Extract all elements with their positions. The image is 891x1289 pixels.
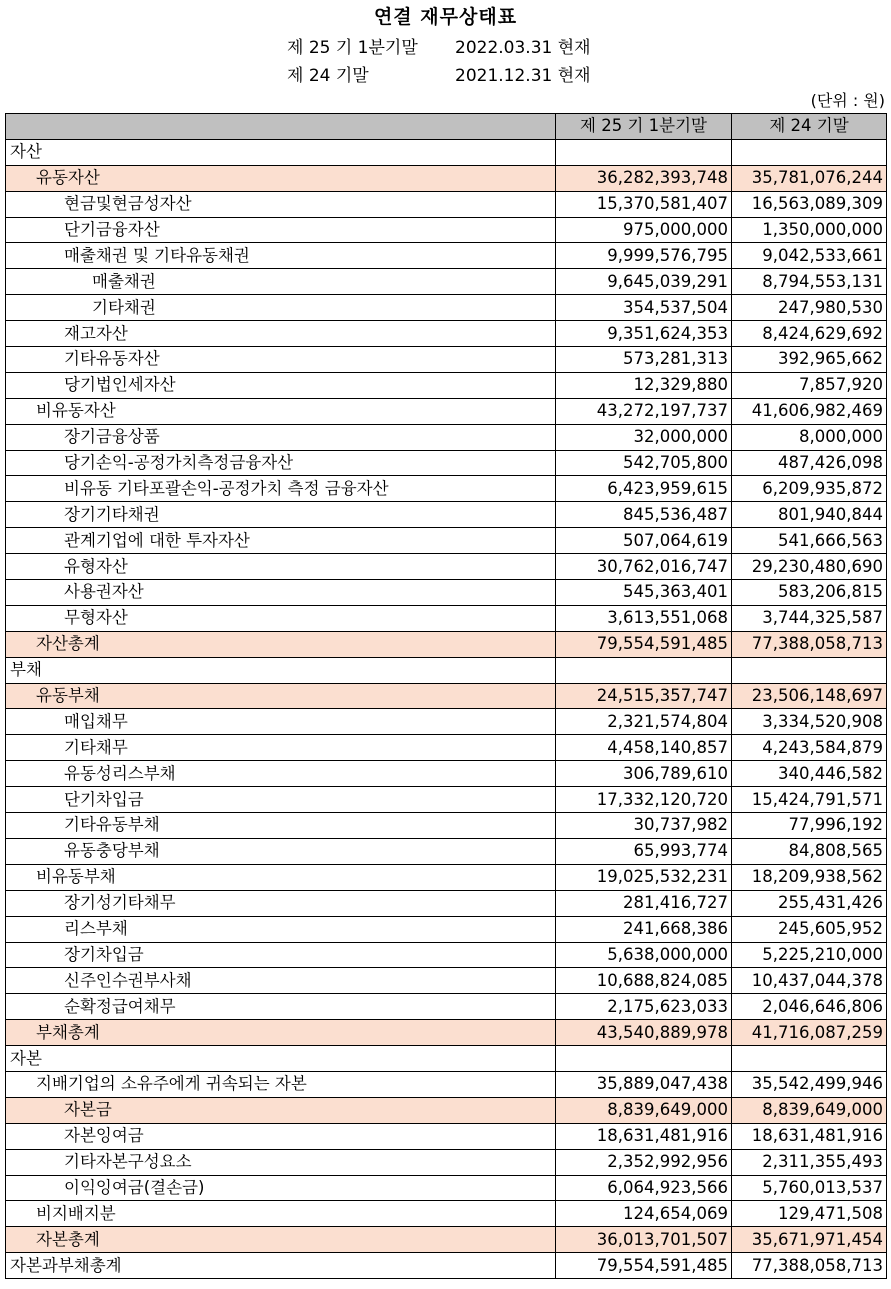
current-period-value: 9,999,576,795 <box>556 243 732 269</box>
period2-date: 2021.12.31 현재 <box>455 66 591 86</box>
current-period-value: 12,329,880 <box>556 372 732 398</box>
prior-period-value: 245,605,952 <box>732 916 887 942</box>
account-name: 장기차입금 <box>6 942 556 968</box>
current-period-value: 573,281,313 <box>556 347 732 373</box>
period1-date: 2022.03.31 현재 <box>455 38 591 58</box>
prior-period-value: 5,225,210,000 <box>732 942 887 968</box>
account-name: 매출채권 <box>6 269 556 295</box>
account-name: 유동부채 <box>6 683 556 709</box>
current-period-value <box>556 657 732 683</box>
current-period-value: 10,688,824,085 <box>556 968 732 994</box>
account-name: 관계기업에 대한 투자자산 <box>6 528 556 554</box>
current-period-value: 65,993,774 <box>556 838 732 864</box>
current-period-value: 545,363,401 <box>556 580 732 606</box>
prior-period-value: 8,424,629,692 <box>732 321 887 347</box>
table-row <box>6 528 887 554</box>
prior-period-value: 255,431,426 <box>732 890 887 916</box>
account-name: 매출채권 및 기타유동채권 <box>6 243 556 269</box>
prior-period-value: 77,996,192 <box>732 813 887 839</box>
table-header-row <box>6 114 887 140</box>
table-row <box>6 968 887 994</box>
current-period-value: 507,064,619 <box>556 528 732 554</box>
current-period-value: 4,458,140,857 <box>556 735 732 761</box>
prior-period-value: 7,857,920 <box>732 372 887 398</box>
current-period-value: 124,654,069 <box>556 1201 732 1227</box>
table-row <box>6 631 887 657</box>
period2-label: 제 24 기말 <box>287 66 369 86</box>
current-period-value: 18,631,481,916 <box>556 1123 732 1149</box>
balance-sheet-table <box>5 113 887 1279</box>
table-row <box>6 813 887 839</box>
current-period-value: 24,515,357,747 <box>556 683 732 709</box>
account-name: 부채 <box>6 657 556 683</box>
account-name: 리스부채 <box>6 916 556 942</box>
prior-period-value: 583,206,815 <box>732 580 887 606</box>
current-period-value: 35,889,047,438 <box>556 1071 732 1097</box>
table-row <box>6 295 887 321</box>
prior-period-value: 6,209,935,872 <box>732 476 887 502</box>
account-name: 자산총계 <box>6 631 556 657</box>
prior-period-value: 541,666,563 <box>732 528 887 554</box>
current-period-value: 542,705,800 <box>556 450 732 476</box>
current-period-value: 9,351,624,353 <box>556 321 732 347</box>
prior-period-value: 35,671,971,454 <box>732 1227 887 1253</box>
account-name: 당기손익-공정가치측정금융자산 <box>6 450 556 476</box>
account-name: 자본잉여금 <box>6 1123 556 1149</box>
current-period-value: 30,737,982 <box>556 813 732 839</box>
prior-period-value <box>732 1046 887 1072</box>
table-row <box>6 580 887 606</box>
current-period-value: 975,000,000 <box>556 217 732 243</box>
prior-period-value: 3,334,520,908 <box>732 709 887 735</box>
prior-period-value: 77,388,058,713 <box>732 631 887 657</box>
current-period-value: 8,839,649,000 <box>556 1097 732 1123</box>
prior-period-value: 8,839,649,000 <box>732 1097 887 1123</box>
table-row <box>6 372 887 398</box>
current-period-value: 36,282,393,748 <box>556 165 732 191</box>
prior-period-value: 8,794,553,131 <box>732 269 887 295</box>
prior-period-value: 10,437,044,378 <box>732 968 887 994</box>
current-period-value: 43,540,889,978 <box>556 1020 732 1046</box>
prior-period-value <box>732 657 887 683</box>
account-name: 유형자산 <box>6 554 556 580</box>
table-row <box>6 191 887 217</box>
account-name: 부채총계 <box>6 1020 556 1046</box>
header-account <box>6 114 556 140</box>
table-row <box>6 916 887 942</box>
header-prior-period: 제 24 기말 <box>732 114 887 140</box>
table-row <box>6 1201 887 1227</box>
prior-period-value: 29,230,480,690 <box>732 554 887 580</box>
prior-period-value: 84,808,565 <box>732 838 887 864</box>
prior-period-value: 2,046,646,806 <box>732 994 887 1020</box>
account-name: 기타유동부채 <box>6 813 556 839</box>
prior-period-value: 1,350,000,000 <box>732 217 887 243</box>
account-name: 유동충당부채 <box>6 838 556 864</box>
account-name: 지배기업의 소유주에게 귀속되는 자본 <box>6 1071 556 1097</box>
table-row <box>6 864 887 890</box>
table-row <box>6 787 887 813</box>
table-row <box>6 450 887 476</box>
table-row <box>6 890 887 916</box>
account-name: 자본 <box>6 1046 556 1072</box>
prior-period-value: 18,631,481,916 <box>732 1123 887 1149</box>
prior-period-value: 35,542,499,946 <box>732 1071 887 1097</box>
account-name: 기타자본구성요소 <box>6 1149 556 1175</box>
account-name: 단기차입금 <box>6 787 556 813</box>
prior-period-value: 801,940,844 <box>732 502 887 528</box>
account-name: 매입채무 <box>6 709 556 735</box>
prior-period-value: 16,563,089,309 <box>732 191 887 217</box>
table-row <box>6 942 887 968</box>
header-current-period: 제 25 기 1분기말 <box>556 114 732 140</box>
table-row <box>6 269 887 295</box>
current-period-value: 79,554,591,485 <box>556 631 732 657</box>
table-row <box>6 217 887 243</box>
unit-label: (단위 : 원) <box>810 91 885 110</box>
prior-period-value: 2,311,355,493 <box>732 1149 887 1175</box>
table-row <box>6 321 887 347</box>
prior-period-value: 487,426,098 <box>732 450 887 476</box>
prior-period-value: 9,042,533,661 <box>732 243 887 269</box>
account-name: 이익잉여금(결손금) <box>6 1175 556 1201</box>
account-name: 신주인수권부사채 <box>6 968 556 994</box>
account-name: 현금및현금성자산 <box>6 191 556 217</box>
account-name: 유동자산 <box>6 165 556 191</box>
table-row <box>6 554 887 580</box>
current-period-value <box>556 1046 732 1072</box>
account-name: 비유동부채 <box>6 864 556 890</box>
table-row <box>6 1071 887 1097</box>
prior-period-value: 247,980,530 <box>732 295 887 321</box>
table-row <box>6 1227 887 1253</box>
table-row <box>6 476 887 502</box>
current-period-value: 6,423,959,615 <box>556 476 732 502</box>
table-row <box>6 735 887 761</box>
current-period-value: 17,332,120,720 <box>556 787 732 813</box>
current-period-value: 241,668,386 <box>556 916 732 942</box>
account-name: 단기금융자산 <box>6 217 556 243</box>
current-period-value: 15,370,581,407 <box>556 191 732 217</box>
prior-period-value: 392,965,662 <box>732 347 887 373</box>
prior-period-value: 5,760,013,537 <box>732 1175 887 1201</box>
table-row <box>6 683 887 709</box>
current-period-value: 2,321,574,804 <box>556 709 732 735</box>
current-period-value: 19,025,532,231 <box>556 864 732 890</box>
account-name: 유동성리스부채 <box>6 761 556 787</box>
current-period-value: 2,352,992,956 <box>556 1149 732 1175</box>
table-row <box>6 1175 887 1201</box>
prior-period-value: 35,781,076,244 <box>732 165 887 191</box>
prior-period-value: 4,243,584,879 <box>732 735 887 761</box>
account-name: 사용권자산 <box>6 580 556 606</box>
current-period-value: 354,537,504 <box>556 295 732 321</box>
table-row <box>6 709 887 735</box>
table-row <box>6 139 887 165</box>
current-period-value: 5,638,000,000 <box>556 942 732 968</box>
table-row <box>6 243 887 269</box>
table-row <box>6 1123 887 1149</box>
prior-period-value <box>732 139 887 165</box>
prior-period-value: 3,744,325,587 <box>732 605 887 631</box>
table-row <box>6 502 887 528</box>
account-name: 기타유동자산 <box>6 347 556 373</box>
table-row <box>6 398 887 424</box>
table-row <box>6 994 887 1020</box>
table-row <box>6 424 887 450</box>
account-name: 순확정급여채무 <box>6 994 556 1020</box>
table-row <box>6 347 887 373</box>
current-period-value: 281,416,727 <box>556 890 732 916</box>
current-period-value: 9,645,039,291 <box>556 269 732 295</box>
table-row <box>6 1253 887 1279</box>
current-period-value: 845,536,487 <box>556 502 732 528</box>
account-name: 재고자산 <box>6 321 556 347</box>
prior-period-value: 41,606,982,469 <box>732 398 887 424</box>
table-row <box>6 605 887 631</box>
table-row <box>6 657 887 683</box>
account-name: 기타채무 <box>6 735 556 761</box>
current-period-value: 30,762,016,747 <box>556 554 732 580</box>
prior-period-value: 41,716,087,259 <box>732 1020 887 1046</box>
current-period-value: 43,272,197,737 <box>556 398 732 424</box>
current-period-value: 36,013,701,507 <box>556 1227 732 1253</box>
current-period-value: 79,554,591,485 <box>556 1253 732 1279</box>
account-name: 장기성기타채무 <box>6 890 556 916</box>
account-name: 장기금융상품 <box>6 424 556 450</box>
account-name: 당기법인세자산 <box>6 372 556 398</box>
account-name: 장기기타채권 <box>6 502 556 528</box>
current-period-value: 3,613,551,068 <box>556 605 732 631</box>
account-name: 자본금 <box>6 1097 556 1123</box>
table-row <box>6 1149 887 1175</box>
current-period-value: 32,000,000 <box>556 424 732 450</box>
account-name: 비유동자산 <box>6 398 556 424</box>
prior-period-value: 340,446,582 <box>732 761 887 787</box>
current-period-value: 306,789,610 <box>556 761 732 787</box>
table-row <box>6 1046 887 1072</box>
prior-period-value: 77,388,058,713 <box>732 1253 887 1279</box>
account-name: 자산 <box>6 139 556 165</box>
table-row <box>6 1020 887 1046</box>
prior-period-value: 129,471,508 <box>732 1201 887 1227</box>
table-row <box>6 165 887 191</box>
statement-title: 연결 재무상태표 <box>373 6 518 28</box>
account-name: 비유동 기타포괄손익-공정가치 측정 금융자산 <box>6 476 556 502</box>
prior-period-value: 23,506,148,697 <box>732 683 887 709</box>
prior-period-value: 8,000,000 <box>732 424 887 450</box>
account-name: 자본총계 <box>6 1227 556 1253</box>
current-period-value: 6,064,923,566 <box>556 1175 732 1201</box>
account-name: 무형자산 <box>6 605 556 631</box>
table-row <box>6 1097 887 1123</box>
prior-period-value: 15,424,791,571 <box>732 787 887 813</box>
account-name: 기타채권 <box>6 295 556 321</box>
account-name: 자본과부채총계 <box>6 1253 556 1279</box>
table-row <box>6 761 887 787</box>
prior-period-value: 18,209,938,562 <box>732 864 887 890</box>
current-period-value <box>556 139 732 165</box>
current-period-value: 2,175,623,033 <box>556 994 732 1020</box>
period1-label: 제 25 기 1분기말 <box>287 38 418 58</box>
account-name: 비지배지분 <box>6 1201 556 1227</box>
table-row <box>6 838 887 864</box>
